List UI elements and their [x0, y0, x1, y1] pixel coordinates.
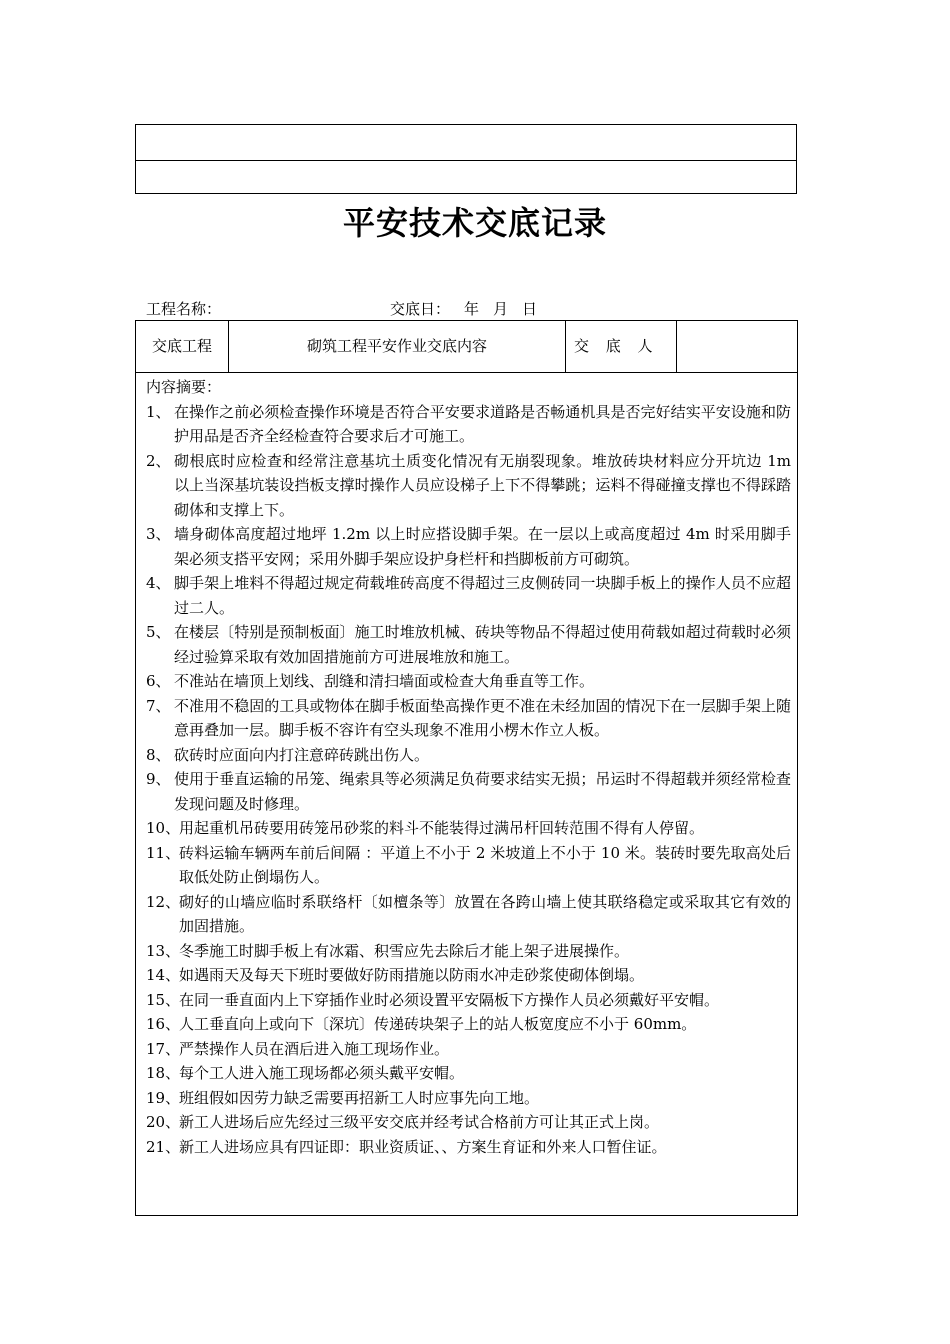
item-number: 4、	[146, 574, 171, 592]
list-item	[146, 743, 791, 768]
item-number: 10、	[146, 819, 181, 837]
header-project-cell: 交底工程	[136, 321, 229, 372]
top-table-divider	[136, 160, 796, 161]
item-number: 18、	[146, 1064, 181, 1082]
list-item	[146, 1037, 791, 1062]
list-item	[146, 988, 791, 1013]
item-text: 用起重机吊砖要用砖笼吊砂浆的料斗不能装得过满吊杆回转范围不得有人停留。	[179, 819, 705, 837]
header-person-cell: 交 底 人	[566, 321, 677, 372]
item-number: 11、	[146, 843, 181, 862]
header-content-cell: 砌筑工程平安作业交底内容	[229, 321, 566, 372]
item-number: 16、	[146, 1015, 181, 1033]
list-item	[146, 1110, 791, 1135]
list-item	[146, 449, 791, 523]
item-text: 冬季施工时脚手板上有冰霜、积雪应先去除后才能上架子进展操作。	[179, 941, 630, 960]
item-text: 砖料运输车辆两车前后间隔 ：平道上不小于 2 米坡道上不小于 10 米。装砖时要先取高处后取低处防止倒塌伤人。	[179, 843, 791, 886]
item-text: 新工人进场后应先经过三级平安交底并经考试合格前方可让其正式上岗。	[179, 1113, 660, 1131]
items-list	[146, 400, 791, 1160]
item-text: 如遇雨天及每天下班时要做好防雨措施以防雨水冲走砂浆使砌体倒塌。	[179, 966, 645, 984]
item-text: 使用于垂直运输的吊笼、绳索具等必须满足负荷要求结实无损；吊运时不得超载并须经常检查发现问题及时修理。	[174, 770, 791, 813]
list-item	[146, 694, 791, 743]
item-text: 严禁操作人员在酒后进入施工现场作业。	[179, 1039, 450, 1058]
list-item	[146, 400, 791, 449]
item-number: 9、	[146, 770, 171, 788]
item-text: 不准用不稳固的工具或物体在脚手板面垫高操作更不准在未经加固的情况下在一层脚手架上随意再叠加一层。脚手板不容许有空头现象不准用小楞木作立人板。	[174, 696, 791, 739]
header-row	[136, 321, 797, 373]
date-day: 日	[522, 300, 538, 318]
document-title: 平安技术交底记录	[342, 204, 607, 242]
item-text: 砍砖时应面向内打注意碎砖跳出伤人。	[174, 745, 430, 764]
item-text: 砌根底时应检查和经常注意基坑土质变化情况有无崩裂现象。堆放砖块材料应分开坑边 1m 以上当深基坑装设挡板支撑时操作人员应设梯子上下不得攀跳；运料不得碰撞支撑也不得踩踏砌体和支撑上下。	[174, 451, 791, 519]
list-item	[146, 571, 791, 620]
item-number: 17、	[146, 1039, 181, 1058]
item-number: 2、	[146, 451, 171, 470]
item-text: 墙身砌体高度超过地坪 1.2m 以上时应搭设脚手架。在一层以上或高度超过 4m 时采用脚手架必须支搭平安网；采用外脚手架应设护身栏杆和挡脚板前方可砌筑。	[174, 525, 791, 568]
list-item	[146, 669, 791, 694]
item-text: 在操作之前必须检查操作环境是否符合平安要求道路是否畅通机具是否完好结实平安设施和防护用品是否齐全经检查符合要求后才可施工。	[174, 402, 791, 445]
list-item	[146, 1135, 791, 1160]
item-text: 班组假如因劳力缺乏需要再招新工人时应事先向工地。	[179, 1088, 540, 1107]
item-number: 8、	[146, 745, 171, 764]
item-number: 7、	[146, 696, 171, 715]
date-month: 月	[493, 300, 509, 318]
item-number: 15、	[146, 990, 181, 1009]
list-item	[146, 1012, 791, 1037]
item-text: 脚手架上堆料不得超过规定荷载堆砖高度不得超过三皮侧砖同一块脚手板上的操作人员不应超过二人。	[174, 574, 791, 617]
item-text: 新工人进场应具有四证即：职业资质证、、方案生育证和外来人口暂住证。	[179, 1137, 667, 1156]
list-item	[146, 816, 791, 841]
date-line	[390, 298, 537, 319]
item-text: 每个工人进入施工现场都必须头戴平安帽。	[179, 1064, 465, 1082]
list-item	[146, 939, 791, 964]
date-year: 年	[464, 300, 480, 318]
item-number: 1、	[146, 402, 171, 421]
item-number: 21、	[146, 1137, 181, 1156]
header-person-value-cell	[677, 321, 797, 372]
list-item	[146, 620, 791, 669]
list-item	[146, 767, 791, 816]
item-number: 14、	[146, 966, 181, 984]
briefing-table	[135, 320, 798, 1216]
date-label: 交底日：	[390, 300, 451, 318]
item-number: 19、	[146, 1088, 181, 1107]
list-item	[146, 1086, 791, 1111]
item-number: 6、	[146, 672, 171, 690]
summary-label: 内容摘要：	[146, 378, 222, 396]
list-item	[146, 963, 791, 988]
item-number: 20、	[146, 1113, 181, 1131]
item-text: 人工垂直向上或向下〔深坑〕传递砖块架子上的站人板宽度应不小于 60mm。	[179, 1015, 697, 1033]
list-item	[146, 841, 791, 890]
item-number: 13、	[146, 941, 181, 960]
content-area	[146, 375, 791, 1159]
top-blank-table	[135, 124, 797, 194]
list-item	[146, 522, 791, 571]
item-number: 5、	[146, 623, 171, 641]
item-text: 砌好的山墙应临时系联络杆〔如檀条等〕放置在各跨山墙上使其联络稳定或采取其它有效的加固措施。	[179, 892, 791, 935]
item-number: 3、	[146, 525, 171, 543]
list-item	[146, 1061, 791, 1086]
item-text: 在同一垂直面内上下穿插作业时必须设置平安隔板下方操作人员必须戴好平安帽。	[179, 990, 720, 1009]
project-name-label: 工程名称：	[146, 300, 222, 318]
item-text: 不准站在墙顶上划线、刮缝和清扫墙面或检查大角垂直等工作。	[174, 672, 595, 690]
list-item	[146, 890, 791, 939]
item-text: 在楼层〔特别是预制板面〕施工时堆放机械、砖块等物品不得超过使用荷载如超过荷载时必须经过验算采取有效加固措施前方可进展堆放和施工。	[174, 623, 791, 666]
item-number: 12、	[146, 892, 181, 911]
